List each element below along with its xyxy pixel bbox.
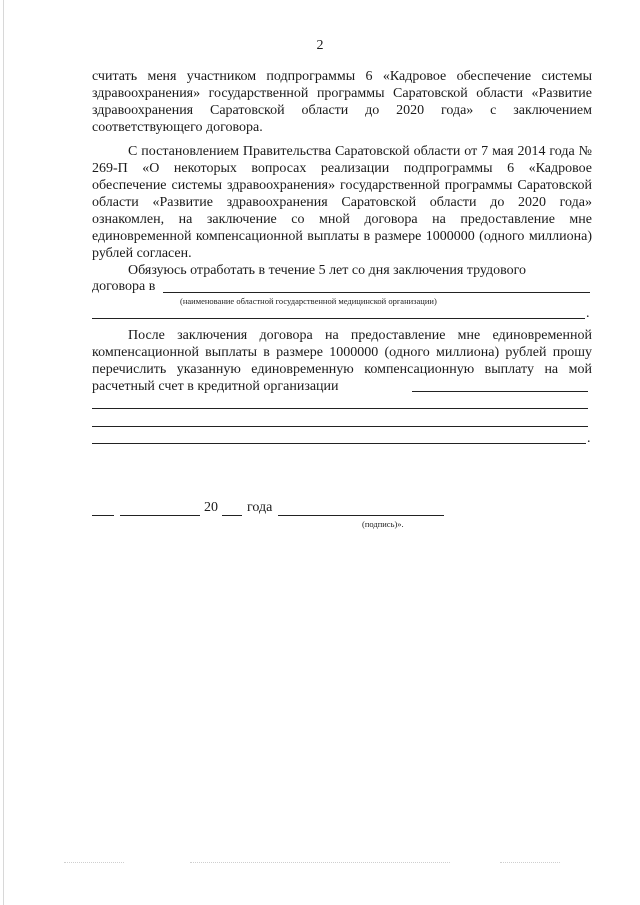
paragraph-obligation-line1: Обязуюсь отработать в течение 5 лет со дня заключения трудового	[128, 263, 527, 278]
bank-account-line-3[interactable]	[92, 443, 586, 444]
date-year-line[interactable]	[222, 515, 242, 516]
period-mark-2: .	[587, 431, 591, 446]
paragraph-participation: считать меня участником подпрограммы 6 «Кадровое обеспечение системы здравоохранения» государственной программы Саратовской области «Развитие здравоохранения Саратовской области до 2020 года» с заключением соответствующего договора.	[92, 69, 592, 135]
signature-line[interactable]	[278, 515, 444, 516]
scan-artifact	[500, 862, 560, 864]
paragraph-acknowledgement: С постановлением Правительства Саратовской области от 7 мая 2014 года № 269-П «О некоторых вопросах реализации подпрограммы 6 «Кадровое обеспечение системы здравоохранения» государственной программы Саратовской области «Развитие здравоохранения Саратовской области до 2020 года» ознакомлен, на заключение со мной договора на предоставление мне единовременной компенсационной выплаты в размере 1000000 (одного миллиона) рублей согласен.	[92, 144, 592, 261]
bank-account-line-2[interactable]	[92, 426, 588, 427]
paragraph-obligation-line2: договора в	[92, 279, 156, 294]
paragraph-payment-request: После заключения договора на предоставление мне единовременной компенсационной выплаты в размере 1000000 (одного миллиона) рублей прошу перечислить указанную единовременную компенсационную выплату на мой расчетный счет в кредитной организации	[92, 328, 592, 394]
period-mark: .	[586, 306, 590, 321]
date-day-line[interactable]	[92, 515, 114, 516]
date-year-prefix: 20	[204, 500, 218, 515]
signature-caption: (подпись)».	[362, 519, 404, 529]
organization-name-line-2[interactable]	[92, 318, 585, 319]
date-month-line[interactable]	[120, 515, 200, 516]
organization-name-line[interactable]	[163, 292, 590, 293]
organization-name-caption: (наименование областной государственной медицинской организации)	[180, 296, 437, 306]
scan-artifact	[64, 862, 124, 864]
bank-account-line-1[interactable]	[92, 408, 588, 409]
page-number: 2	[316, 38, 324, 53]
date-year-suffix: года	[247, 500, 273, 515]
page-edge	[3, 0, 4, 905]
scan-artifact	[190, 862, 450, 864]
bank-name-line[interactable]	[412, 391, 588, 392]
